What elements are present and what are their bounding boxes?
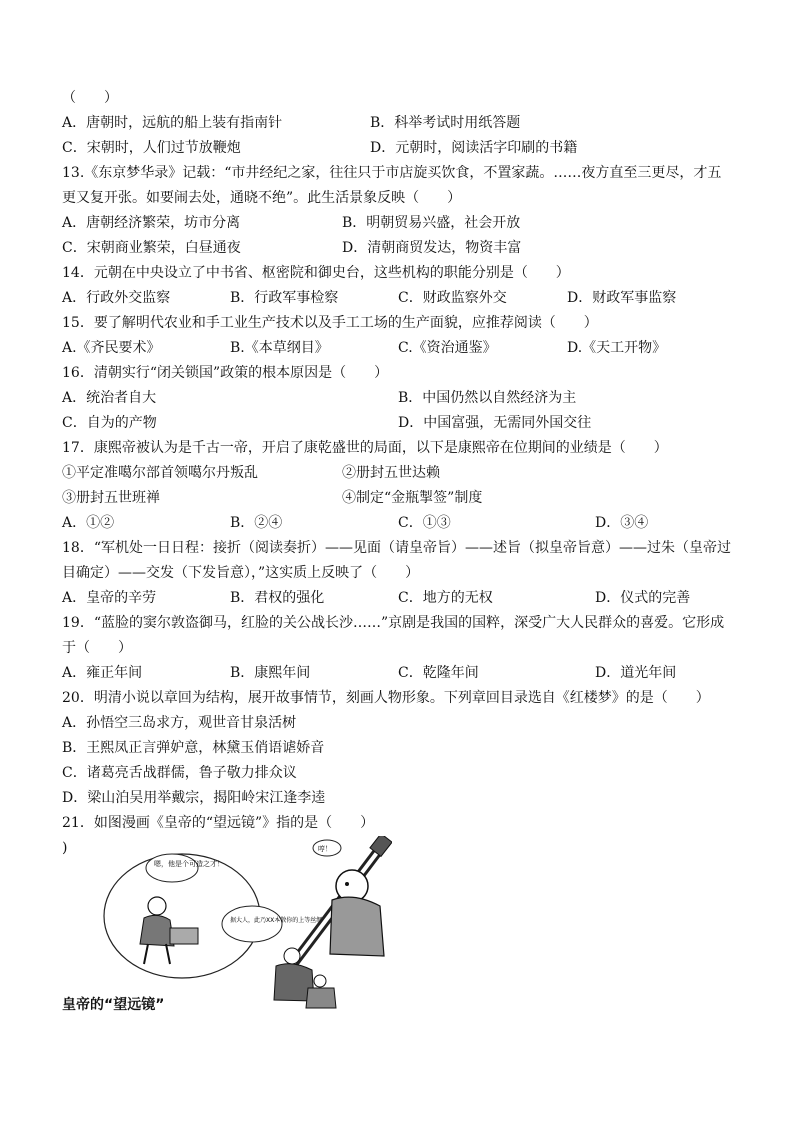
q18-option-d: D．仪式的完善 <box>595 590 691 606</box>
q19-stem-line1: 19．“蓝脸的窦尔敦盗御马，红脸的关公战长沙……”京剧是我国的国粹，深受广大人民群众的喜爱。它形成 <box>62 615 725 631</box>
q20-option-a: A．孙悟空三岛求方，观世音甘泉活树 <box>62 715 297 731</box>
q15-option-c: C.《资治通鉴》 <box>398 340 497 356</box>
crowd-body-2 <box>306 988 336 1008</box>
q15-option-b: B.《本草纲目》 <box>230 340 329 356</box>
q12-option-c: C．宋朝时，人们过节放鞭炮 <box>62 140 241 156</box>
speech-bubble-left <box>146 854 198 882</box>
speech-bubble-mid <box>222 906 282 942</box>
emperor-eye <box>345 882 349 886</box>
q18-stem-line1: 18．“军机处一日日程：接折（阅读奏折）——见面（请皇帝旨）——述旨（拟皇帝旨意）——过朱（皇帝过 <box>62 540 731 556</box>
q17-item-3: ③册封五世班禅 <box>62 490 160 506</box>
q19-option-b: B．康熙年间 <box>230 665 311 681</box>
q14-option-c: C．财政监察外交 <box>398 290 507 306</box>
q17-item-4: ④制定“金瓶掣签”制度 <box>342 490 483 506</box>
q12-option-b: B．科举考试时用纸答题 <box>370 115 521 131</box>
emperor-telescope-cartoon <box>62 836 392 1011</box>
q20-option-c: C．诸葛亮舌战群儒，鲁子敬力排众议 <box>62 765 297 781</box>
official-legs <box>144 944 170 964</box>
q19-option-a: A．雍正年间 <box>62 665 143 681</box>
q18-option-c: C．地方的无权 <box>398 590 493 606</box>
q14-option-b: B．行政军事检察 <box>230 290 339 306</box>
q14-stem: 14．元朝在中央设立了中书省、枢密院和御史台，这些机构的职能分别是（ ） <box>62 265 570 281</box>
q16-option-c: C．自为的产物 <box>62 415 157 431</box>
q13-option-c: C．宋朝商业繁荣，白昼通夜 <box>62 240 241 256</box>
q19-option-c: C．乾隆年间 <box>398 665 479 681</box>
q21-stem: 21．如图漫画《皇帝的“望远镜”》指的是（ ） <box>62 815 375 831</box>
q17-option-b: B．②④ <box>230 515 283 531</box>
q18-stem-line2: 目确定）——交发（下发旨意），”这实质上反映了（ ） <box>62 565 420 581</box>
official-head <box>148 897 166 915</box>
crowd-head-1 <box>284 948 300 964</box>
q12-paren: （ ） <box>62 90 118 106</box>
q20-option-d: D．梁山泊吴用举戴宗，揭阳岭宋江逢李逵 <box>62 790 326 806</box>
q13-option-a: A．唐朝经济繁荣，坊市分离 <box>62 215 241 231</box>
cartoon-caption: 皇帝的“望远镜” <box>62 997 165 1013</box>
q17-option-d: D．③④ <box>595 515 649 531</box>
q13-option-d: D．清朝商贸发达，物资丰富 <box>342 240 522 256</box>
q18-option-a: A．皇帝的辛劳 <box>62 590 157 606</box>
q17-item-1: ①平定准噶尔部首领噶尔丹叛乱 <box>62 465 258 481</box>
q16-option-d: D．中国富强，无需同外国交往 <box>398 415 592 431</box>
q15-option-a: A.《齐民要术》 <box>62 340 161 356</box>
q13-stem-line1: 13.《东京梦华录》记载：“市井经纪之家，往往只于市店旋买饮食，不置家蔬。……夜方直至三更尽，才五 <box>62 165 722 181</box>
q18-option-b: B．君权的强化 <box>230 590 325 606</box>
q17-option-c: C．①③ <box>398 515 451 531</box>
bubble-right-text: 哼！ <box>318 845 332 853</box>
q15-stem: 15．要了解明代农业和手工业生产技术以及手工工场的生产面貌，应推荐阅读（ ） <box>62 315 598 331</box>
q15-option-d: D.《天工开物》 <box>567 340 667 356</box>
q19-stem-line2: 于（ ） <box>62 640 132 656</box>
q17-stem: 17．康熙帝被认为是千古一帝，开启了康乾盛世的局面，以下是康熙帝在位期间的业绩是（ ） <box>62 440 668 456</box>
q14-option-a: A．行政外交监察 <box>62 290 171 306</box>
q17-item-2: ②册封五世达赖 <box>342 465 440 481</box>
bubble-left-text: 嗯，他是个可造之才！ <box>154 860 224 868</box>
q13-option-b: B．明朝贸易兴盛，社会开放 <box>342 215 521 231</box>
q19-option-d: D．道光年间 <box>595 665 677 681</box>
q20-stem: 20．明清小说以章回为结构，展开故事情节，刻画人物形象。下列章回目录选自《红楼梦》的是（ ） <box>62 690 710 706</box>
q16-stem: 16．清朝实行“闭关锁国”政策的根本原因是（ ） <box>62 365 389 381</box>
q14-option-d: D．财政军事监察 <box>567 290 677 306</box>
bubble-mid-text: 据大人，此乃XX本敬你的上等丝绸！ <box>230 917 329 924</box>
q20-option-b: B．王熙凤正言弹妒意，林黛玉俏语谑娇音 <box>62 740 325 756</box>
q16-option-a: A．统治者自大 <box>62 390 157 406</box>
official-desk <box>170 928 198 944</box>
q21-stray-paren: ) <box>62 840 68 856</box>
emperor-body <box>330 897 384 956</box>
q12-option-a: A．唐朝时，远航的船上装有指南针 <box>62 115 283 131</box>
q12-option-d: D．元朝时，阅读活字印刷的书籍 <box>370 140 578 156</box>
q16-option-b: B．中国仍然以自然经济为主 <box>398 390 577 406</box>
official-body <box>140 915 174 946</box>
q17-option-a: A．①② <box>62 515 115 531</box>
crowd-head-2 <box>314 975 326 987</box>
q13-stem-line2: 更又复开张。如要闹去处，通晓不绝”。此生活景象反映（ ） <box>62 190 462 206</box>
